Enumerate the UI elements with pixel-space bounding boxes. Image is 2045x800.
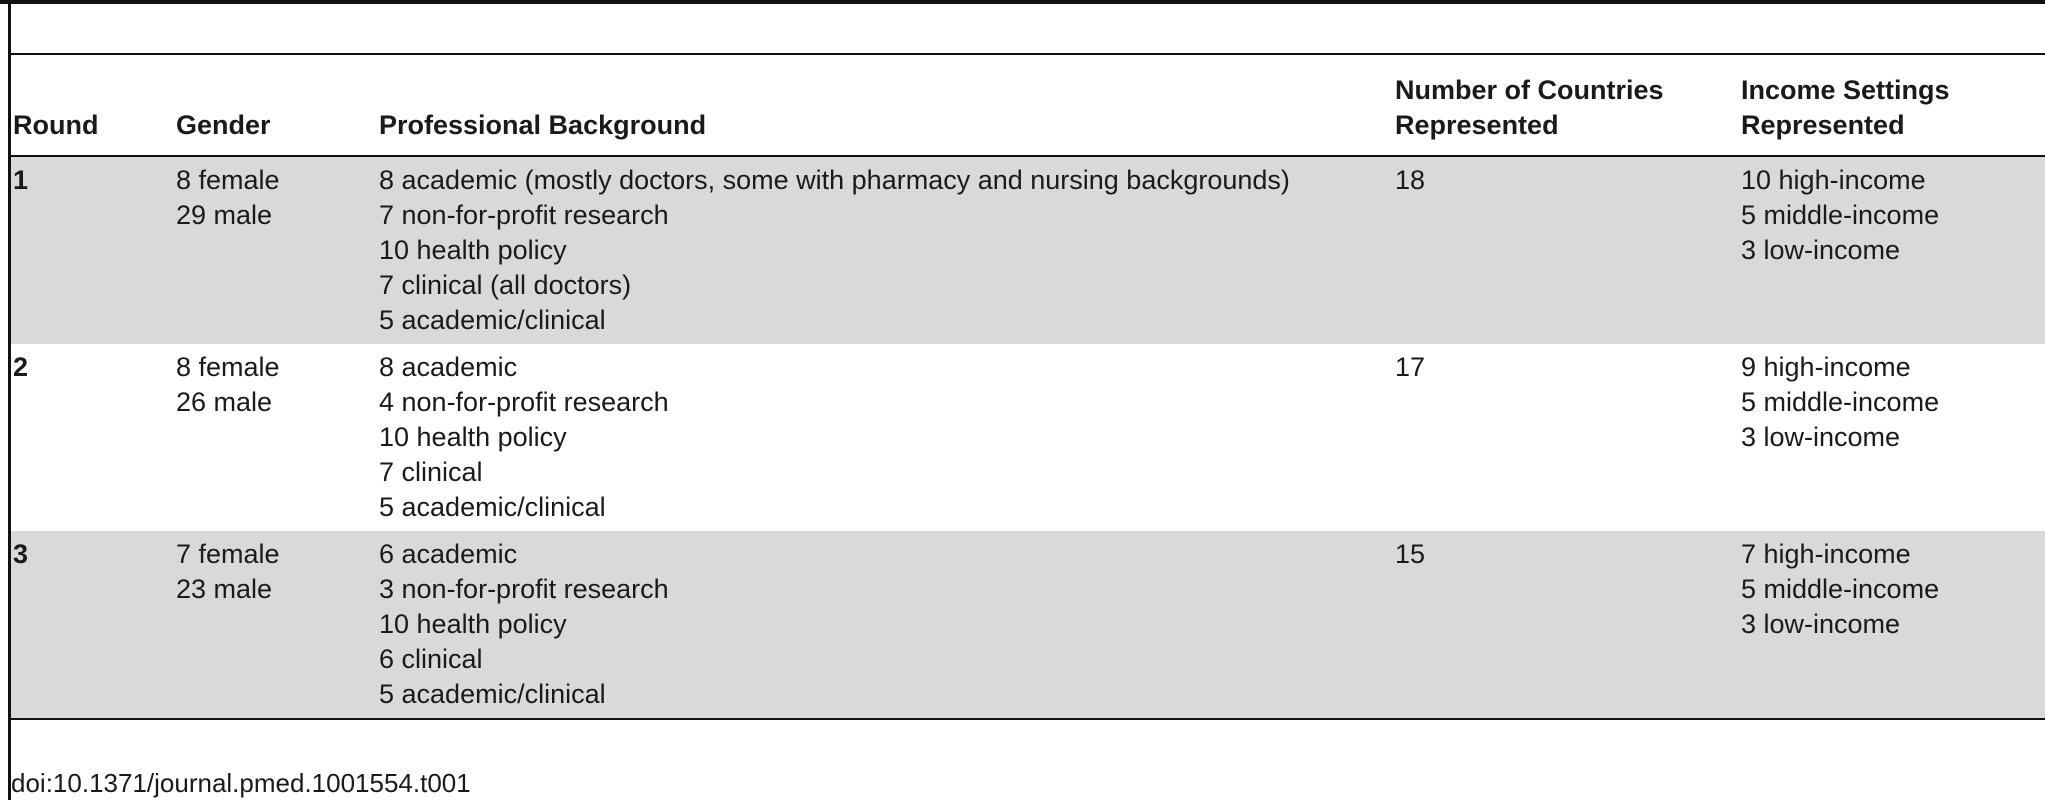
header-row bbox=[11, 54, 2045, 156]
income-cell bbox=[1739, 344, 2045, 531]
header-gender: Gender bbox=[176, 110, 271, 140]
gender-line: 23 male bbox=[176, 574, 273, 604]
countries-cell: 18 bbox=[1393, 156, 1739, 344]
background-line: 4 non-for-profit research bbox=[379, 387, 669, 417]
professional-background-cell bbox=[377, 531, 1393, 719]
gender-line: 8 female bbox=[176, 165, 280, 195]
background-line: 7 non-for-profit research bbox=[379, 200, 669, 230]
header-countries-line: Number of Countries bbox=[1395, 75, 1664, 105]
background-line: 3 non-for-profit research bbox=[379, 574, 669, 604]
header-countries bbox=[1393, 54, 1739, 156]
header-income bbox=[1739, 54, 2045, 156]
gender-cell bbox=[174, 531, 377, 719]
header-countries-line: Represented bbox=[1395, 110, 1559, 140]
participants-table bbox=[11, 53, 2045, 720]
background-line: 5 academic/clinical bbox=[379, 492, 606, 522]
countries-cell: 15 bbox=[1393, 531, 1739, 719]
table-body bbox=[11, 156, 2045, 719]
table-row bbox=[11, 156, 2045, 344]
income-line: 10 high-income bbox=[1741, 165, 1926, 195]
background-line: 10 health policy bbox=[379, 609, 567, 639]
professional-background-cell bbox=[377, 156, 1393, 344]
header-professional-background: Professional Background bbox=[379, 110, 707, 140]
round-cell: 3 bbox=[11, 531, 174, 719]
income-cell bbox=[1739, 156, 2045, 344]
income-line: 9 high-income bbox=[1741, 352, 1911, 382]
income-line: 3 low-income bbox=[1741, 422, 1901, 452]
table-header bbox=[11, 54, 2045, 156]
gender-cell bbox=[174, 156, 377, 344]
income-line: 5 middle-income bbox=[1741, 574, 1940, 604]
gender-line: 26 male bbox=[176, 387, 273, 417]
income-line: 5 middle-income bbox=[1741, 387, 1940, 417]
income-line: 3 low-income bbox=[1741, 609, 1901, 639]
round-cell: 2 bbox=[13, 352, 29, 382]
table-container bbox=[11, 53, 2045, 720]
table-row bbox=[11, 531, 2045, 719]
gender-line: 7 female bbox=[176, 539, 280, 569]
header-income-line: Represented bbox=[1741, 110, 1905, 140]
gender-line: 8 female bbox=[176, 352, 280, 382]
background-line: 8 academic (mostly doctors, some with pharmacy and nursing backgrounds) bbox=[379, 165, 1290, 195]
table-row bbox=[11, 344, 2045, 531]
background-line: 5 academic/clinical bbox=[379, 305, 606, 335]
professional-background-cell bbox=[377, 344, 1393, 531]
header-income-line: Income Settings bbox=[1741, 75, 1950, 105]
income-cell bbox=[1739, 531, 2045, 719]
gender-cell bbox=[174, 344, 377, 531]
income-line: 5 middle-income bbox=[1741, 200, 1940, 230]
background-line: 6 clinical bbox=[379, 644, 483, 674]
background-line: 5 academic/clinical bbox=[379, 679, 606, 709]
income-line: 7 high-income bbox=[1741, 539, 1911, 569]
countries-cell: 17 bbox=[1395, 352, 1426, 382]
gender-line: 29 male bbox=[176, 200, 273, 230]
income-line: 3 low-income bbox=[1741, 235, 1901, 265]
header-round: Round bbox=[13, 110, 99, 140]
background-line: 7 clinical (all doctors) bbox=[379, 270, 632, 300]
background-line: 10 health policy bbox=[379, 422, 567, 452]
background-line: 8 academic bbox=[379, 352, 518, 382]
top-rule bbox=[0, 0, 2045, 4]
round-cell: 1 bbox=[11, 156, 174, 344]
background-line: 7 clinical bbox=[379, 457, 483, 487]
background-line: 10 health policy bbox=[379, 235, 567, 265]
background-line: 6 academic bbox=[379, 539, 518, 569]
doi-footnote: doi:10.1371/journal.pmed.1001554.t001 bbox=[11, 768, 471, 798]
